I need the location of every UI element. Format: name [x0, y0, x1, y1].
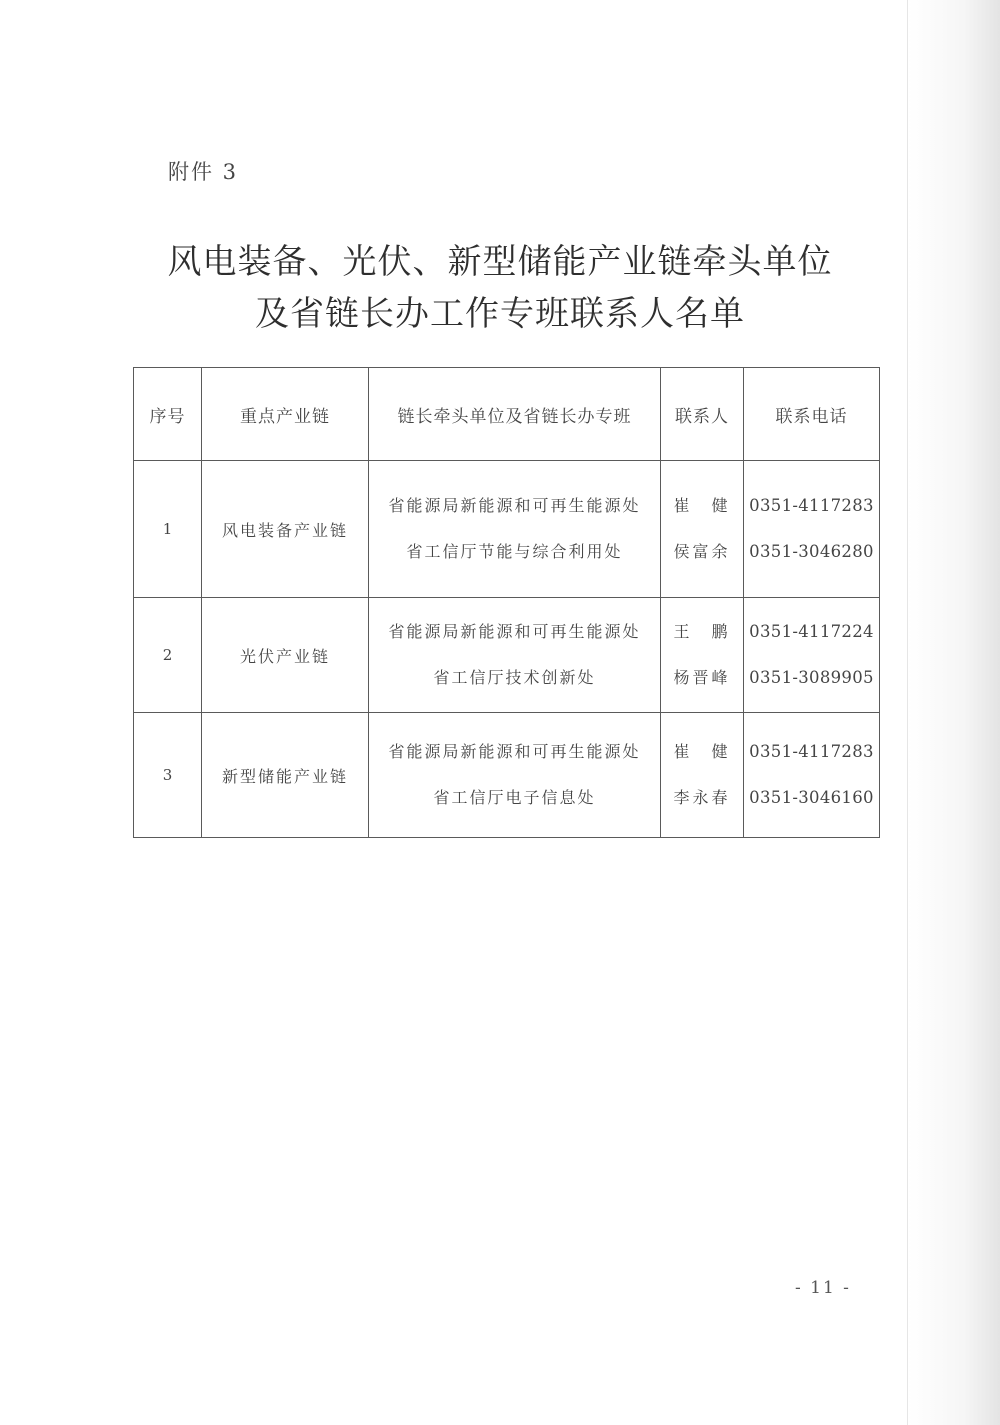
row-chain: 新型储能产业链 — [202, 713, 369, 838]
phone-number: 0351-3046160 — [749, 788, 874, 807]
row-chain: 风电装备产业链 — [202, 461, 369, 598]
row-units — [369, 598, 661, 713]
row-chain: 光伏产业链 — [202, 598, 369, 713]
row-contacts — [661, 713, 744, 838]
table-row — [134, 598, 880, 713]
header-contact: 联系人 — [661, 368, 744, 461]
title-line-2: 及省链长办工作专班联系人名单 — [255, 294, 745, 334]
unit-line: 省工信厅节能与综合利用处 — [406, 542, 623, 561]
phone-number: 0351-3046280 — [749, 542, 874, 561]
attachment-label: 附件 3 — [168, 160, 239, 184]
row-contacts — [661, 598, 744, 713]
header-chain: 重点产业链 — [202, 368, 369, 461]
row-phones — [744, 461, 880, 598]
contact-name: 崔 健 — [673, 496, 731, 515]
row-units — [369, 461, 661, 598]
page-number: - 11 - — [795, 1278, 851, 1298]
contact-name: 李永春 — [673, 788, 731, 807]
row-units — [369, 713, 661, 838]
contact-name: 杨晋峰 — [673, 668, 731, 687]
header-unit: 链长牵头单位及省链长办专班 — [369, 368, 661, 461]
scan-edge-shadow — [908, 0, 1000, 1425]
header-seq: 序号 — [134, 368, 202, 461]
table-header-row — [134, 368, 880, 461]
contact-name: 侯富余 — [673, 542, 731, 561]
row-seq: 3 — [134, 713, 202, 838]
row-phones — [744, 713, 880, 838]
table-row — [134, 713, 880, 838]
unit-line: 省能源局新能源和可再生能源处 — [388, 742, 641, 761]
phone-number: 0351-3089905 — [749, 668, 874, 687]
phone-number: 0351-4117224 — [749, 622, 874, 641]
unit-line: 省工信厅电子信息处 — [433, 788, 596, 807]
unit-line: 省能源局新能源和可再生能源处 — [388, 496, 641, 515]
contacts-table — [133, 367, 880, 838]
row-phones — [744, 598, 880, 713]
row-seq: 2 — [134, 598, 202, 713]
table-row — [134, 461, 880, 598]
phone-number: 0351-4117283 — [749, 496, 874, 515]
unit-line: 省能源局新能源和可再生能源处 — [388, 622, 641, 641]
title-line-1: 风电装备、光伏、新型储能产业链牵头单位 — [167, 242, 833, 282]
contact-name: 王 鹏 — [673, 622, 731, 641]
unit-line: 省工信厅技术创新处 — [433, 668, 596, 687]
header-phone: 联系电话 — [744, 368, 880, 461]
phone-number: 0351-4117283 — [749, 742, 874, 761]
row-contacts — [661, 461, 744, 598]
contact-name: 崔 健 — [673, 742, 731, 761]
document-title — [0, 236, 1000, 340]
row-seq: 1 — [134, 461, 202, 598]
